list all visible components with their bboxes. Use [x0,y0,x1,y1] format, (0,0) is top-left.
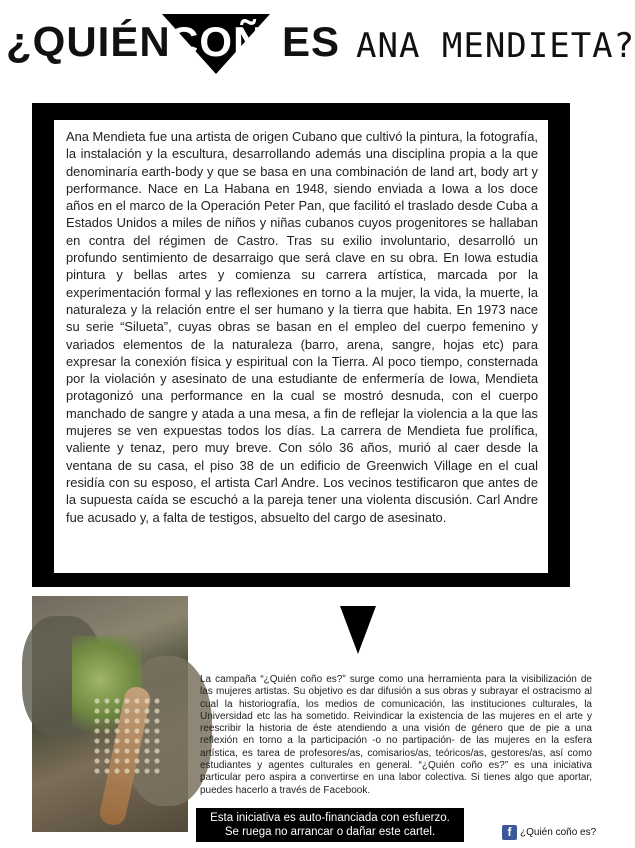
facebook-icon: f [502,825,517,840]
title-part-quien: ¿QUIÉN [6,18,171,65]
footer-line-2: Se ruega no arrancar o dañar este cartel. [224,826,436,838]
biography-panel [54,120,548,573]
poster-title [0,14,635,70]
footer-notice [196,808,464,842]
title-artist-name: ANA MENDIETA? [356,26,635,66]
biography-frame [32,103,570,587]
title-part-es: ES [282,18,341,65]
title-part-cono: COÑO [168,18,298,65]
biography-text: Ana Mendieta fue una artista de origen Cubano que cultivó la pintura, la fotografía, la instalación y la escultura, desarrollando además una disciplina propia a la que denominaría earth-body y que se basa en una combinación de land art, body art y performance. Nace en La Habana en 1948, siendo enviada a Iowa a los doce años en el marco de la Operación Peter Pan, que facilitó el traslado desde Cuba a Estados Unidos a miles de niños y niñas cubanos cuyos progenitores se hallaban en contra del régimen de Castro. Tras su exilio involuntario, desarrolló un profundo sentimiento de desarraigo que será clave en su obra. En Iowa estudia pintura y bellas artes y comienza su carrera artística, marcada por la experimentación formal y las reflexiones en torno a la mujer, la vida, la muerte, la naturaleza y la relación entre el ser humano y la tierra que habita. En 1973 nace su serie “Silueta”, cuyas obras se basan en el empleo del cuerpo femenino y variados elementos de la naturaleza (barro, arena, sangre, hojas etc) para expresar la conexión física y espiritual con la Tierra. Al poco tiempo, consternada por la violación y asesinato de una estudiante de enfermería de Iowa, Mendieta protagonizó una performance en la cual se mostró desnuda, con el cuerpo manchado de sangre y atada a una mesa, a fin de reflejar la violencia a la que las mujeres se ven expuestas todos los días. La carrera de Mendieta fue prolífica, valiente y tenaz, pero muy breve. Con sólo 36 años, murió al caer desde la ventana de su casa, el piso 38 de un edificio de Greenwich Village en el cual residía con su esposo, el artista Carl Andre. Los vecinos testificaron que antes de la supuesta caída se escuchó a la pareja tener una violenta discusión. Carl Andre fue acusado y, a falta de testigos, absuelto del cargo de asesinato. [66,129,538,525]
down-triangle-icon [340,606,376,654]
facebook-link[interactable] [502,824,596,840]
artwork-photo [32,596,188,832]
title-cono-block [162,14,298,70]
campaign-text: La campaña “¿Quién coño es?” surge como una herramienta para la visibilización de las mujeres artistas. Su objetivo es dar difusión a sus obras y subrayar el ostracismo al cual la historiografía, los medios de comunicación, las instituciones culturales, la Universidad etc las ha sometido. Reivindicar la existencia de las mujeres en el arte y reescribir la historia de éste atendiendo a una visión de género que de pie a una reflexión en torno a la participación -o no partipación- de las mujeres en la esfera artística, es tarea de profesores/as, comisarios/as, teóricos/as, gestores/as, así como estudiantes y agentes culturales en general. “¿Quién coño es?” es una iniciativa particular pero aspira a convertirse en una labor colectiva. Si tienes algo que aportar, puedes hacerlo a través de Facebook. [200,674,592,796]
facebook-label: ¿Quién coño es? [520,826,597,838]
footer-line-1: Esta iniciativa es auto-financiada con esfuerzo. [210,812,450,824]
